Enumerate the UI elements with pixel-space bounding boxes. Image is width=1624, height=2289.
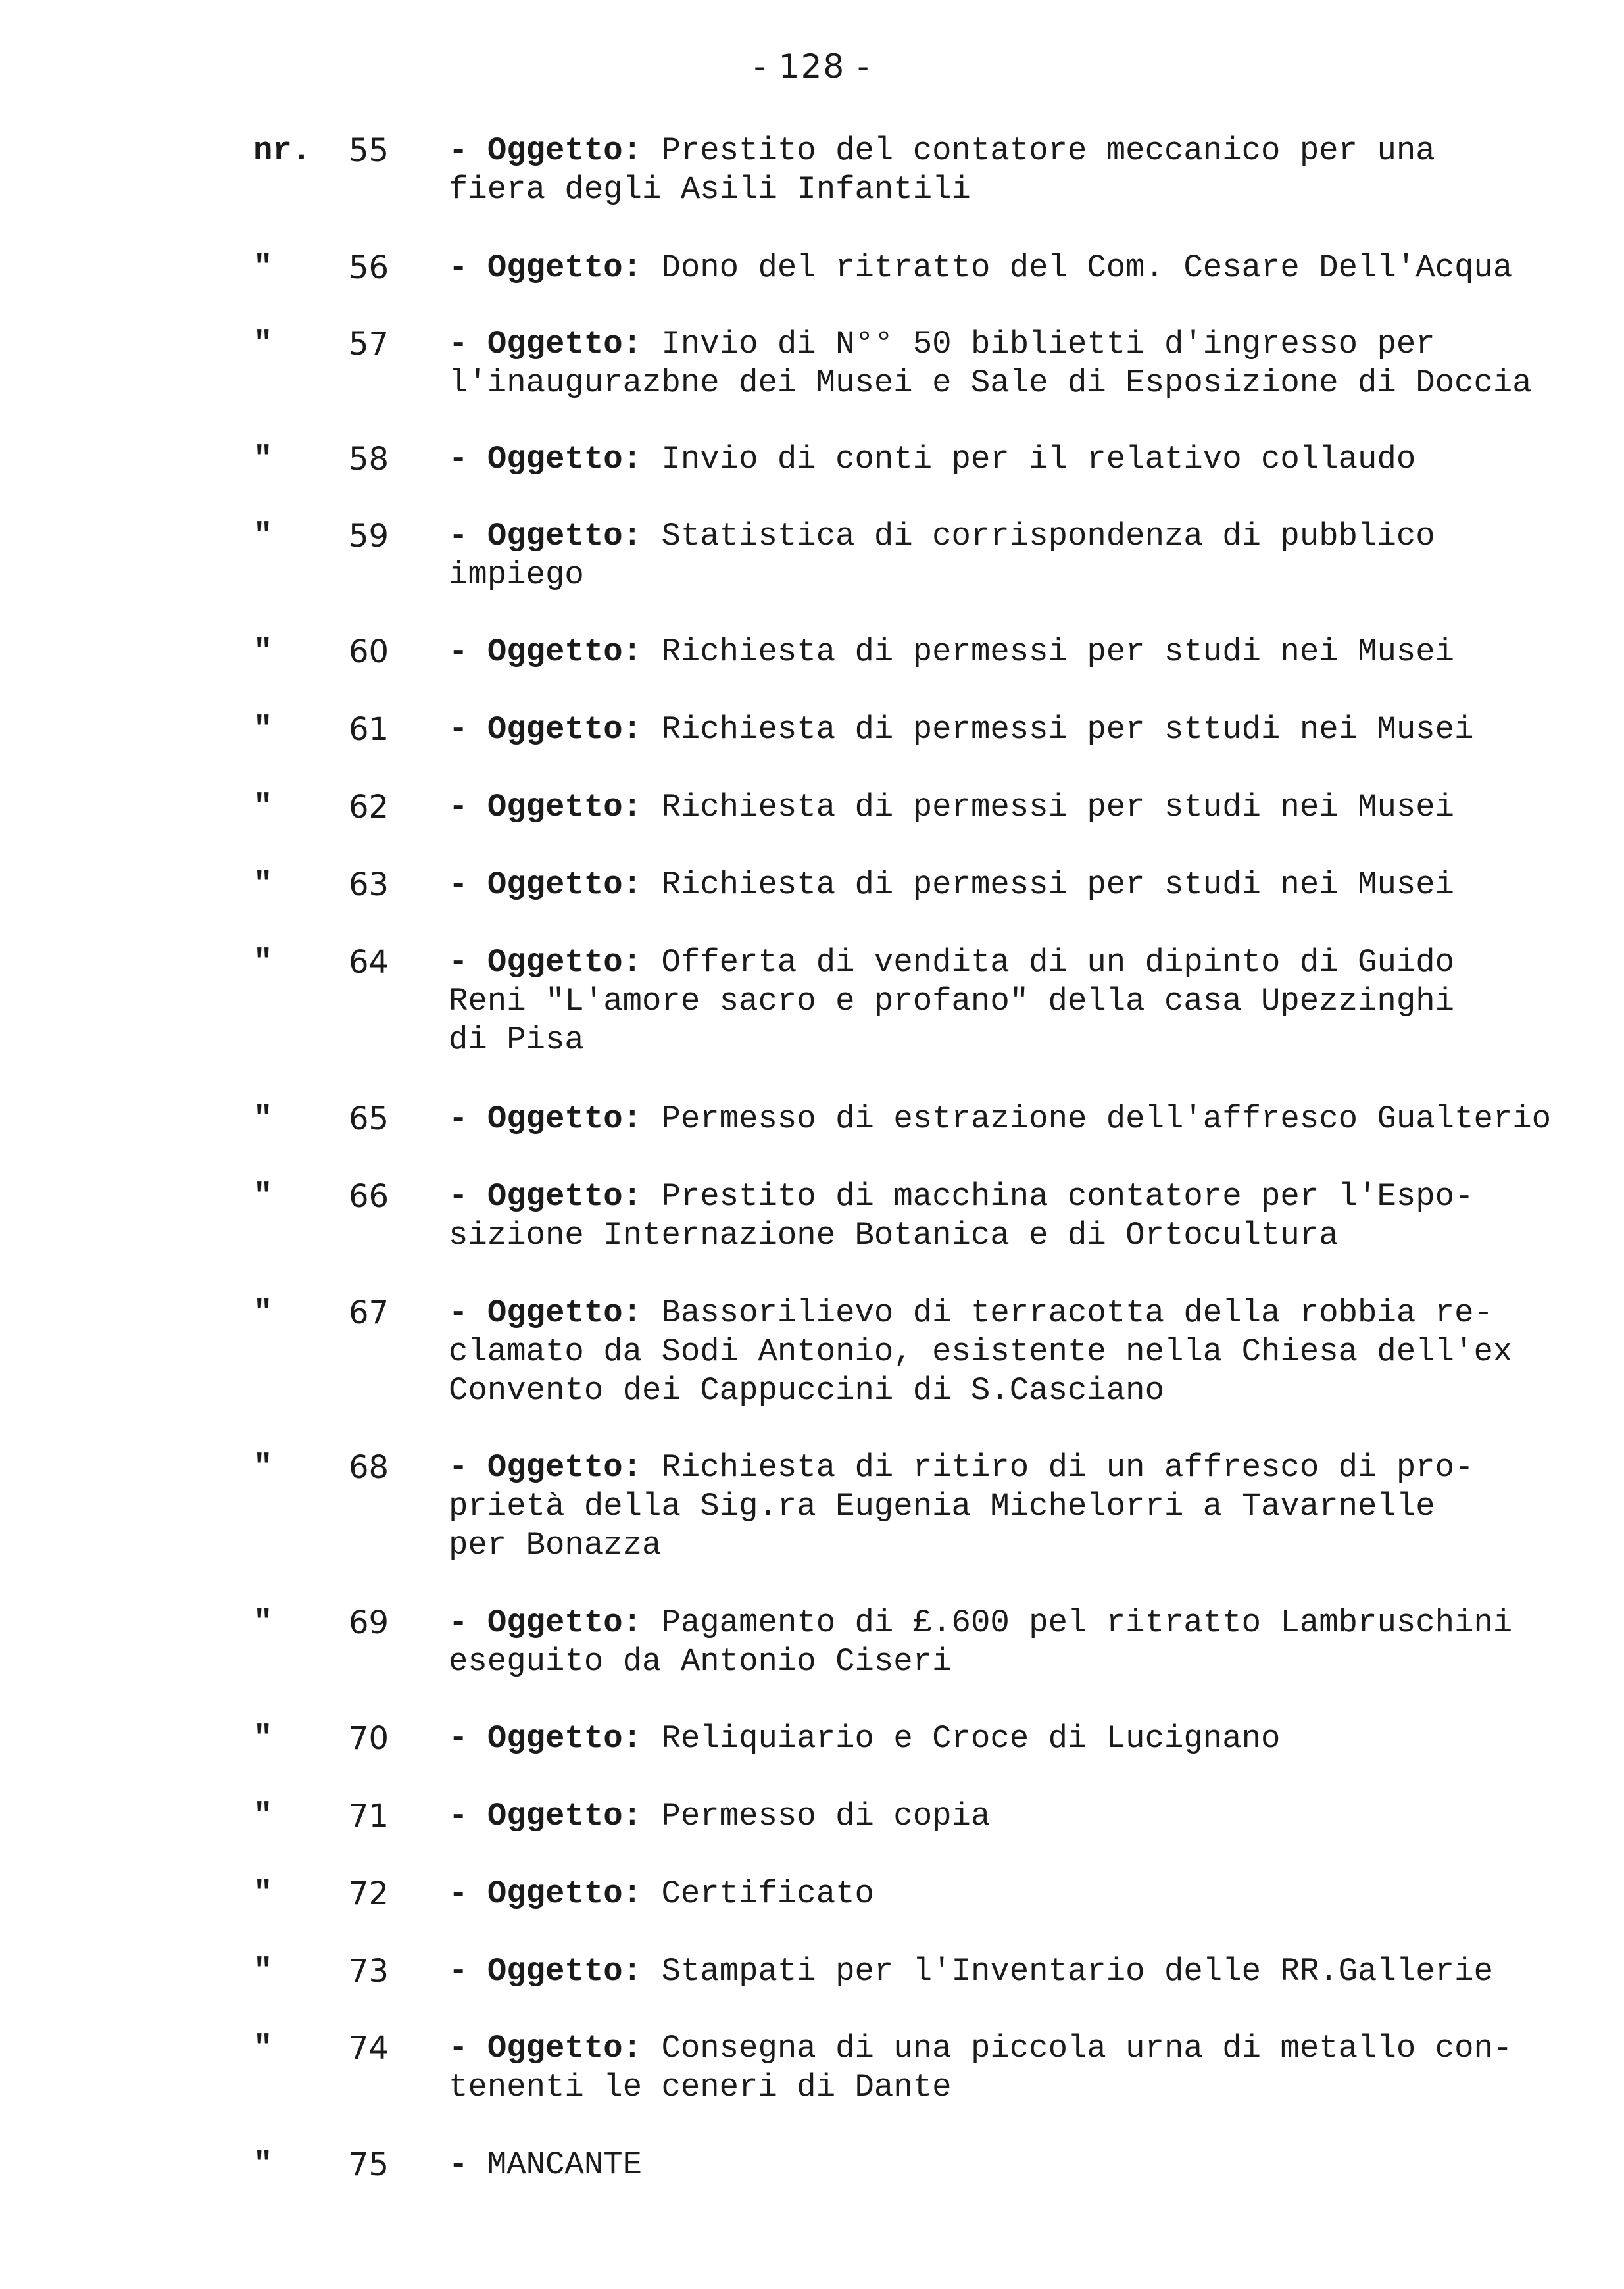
entry-line [449,1642,1593,1681]
entry-line-text: Statistica di corrispondenza di pubblico [661,518,1435,554]
entry-dash: - [449,2030,487,2067]
entry-label: Oggetto: [487,1294,662,1331]
entry-prefix: " [253,1798,273,1834]
entry-line-text: clamato da Sodi Antonio, esistente nella Chiesa dell'ex [449,1333,1513,1370]
entry-line-text: sizione Internazione Botanica e di Ortocultura [449,1217,1339,1254]
entry-text [449,1719,1593,1758]
entry-text [449,132,1593,209]
entry-label: Oggetto: [487,944,662,981]
entry-prefix: " [253,944,273,981]
entry-prefix: " [253,1178,273,1215]
entry-dash: - [449,2146,487,2183]
entry-text [449,1448,1593,1565]
entry-line-text: Stampati per l'Inventario delle RR.Gallerie [661,1953,1493,1990]
entry-line [449,517,1593,556]
entry-line [449,710,1593,749]
entry-number: 70 [349,1720,389,1757]
entry-dash: - [449,1798,487,1834]
entry-line-text: per Bonazza [449,1527,662,1563]
entry-line [449,788,1593,827]
entry-line-text: l'inaugurazbne dei Musei e Sale di Esposizione di Doccia [449,364,1532,401]
entry-line [449,2029,1593,2068]
entry-text [449,710,1593,749]
entry-label: Oggetto: [487,441,662,478]
entry-line [449,132,1593,170]
entry-line [449,325,1593,364]
entry-label: Oggetto: [487,1953,662,1990]
entry-prefix: " [253,2146,273,2183]
entry-line [449,866,1593,904]
entry-number: 73 [349,1953,389,1990]
entry-prefix: " [253,518,273,554]
entry-prefix: " [253,1449,273,1486]
entry-dash: - [449,711,487,748]
entry-line-text: Convento dei Cappuccini di S.Casciano [449,1372,1164,1409]
entry-dash: - [449,441,487,478]
entry-dash: - [449,1100,487,1137]
entry-line-text: Richiesta di ritiro di un affresco di pro- [661,1449,1474,1486]
entry-line [449,1797,1593,1836]
entry-line [449,982,1593,1021]
entry-label: Oggetto: [487,518,662,554]
entry-number: 61 [349,711,389,748]
entry-text [449,1100,1593,1139]
entry-number: 63 [349,866,389,903]
entry-line [449,943,1593,982]
entry-text [449,1177,1593,1255]
entry-dash: - [449,1875,487,1912]
entry-line-text: tenenti le ceneri di Dante [449,2069,952,2105]
entry-text [449,440,1593,479]
entry-label: Oggetto: [487,789,662,825]
entry-label: Oggetto: [487,2030,662,2067]
entry-dash: - [449,633,487,670]
entry-line-text: Pagamento di £.600 pel ritratto Lambruschini [661,1604,1513,1641]
entry-dash: - [449,789,487,825]
entry-prefix: " [253,1604,273,1641]
entry-line [449,1021,1593,1060]
entry-line-text: Certificato [661,1875,874,1912]
entry-number: 60 [349,633,389,670]
entry-prefix: " [253,633,273,670]
entry-number: 65 [349,1100,389,1137]
entry-line [449,1371,1593,1410]
entry-number: 75 [349,2146,389,2183]
entry-label: Oggetto: [487,633,662,670]
entry-text [449,2029,1593,2107]
entry-label: Oggetto: [487,1798,662,1834]
entry-text [449,517,1593,595]
entry-dash: - [449,1604,487,1641]
entry-prefix: " [253,1720,273,1757]
entry-prefix: " [253,711,273,748]
entry-text [449,943,1593,1060]
entry-label: Oggetto: [487,132,662,169]
entry-label: Oggetto: [487,326,662,362]
entry-line [449,364,1593,403]
entry-prefix: " [253,326,273,362]
entry-number: 71 [349,1798,389,1834]
entry-prefix: " [253,789,273,825]
entry-dash: - [449,1294,487,1331]
entry-prefix: " [253,866,273,903]
entry-text [449,633,1593,672]
entry-number: 74 [349,2030,389,2067]
entry-text [449,1294,1593,1410]
entry-line-text: Reni "L'amore sacro e profano" della casa Upezzinghi [449,983,1455,1020]
entry-line [449,2068,1593,2107]
entry-line-text: prietà della Sig.ra Eugenia Michelorri a Tavarnelle [449,1488,1435,1525]
entry-label: Oggetto: [487,711,662,748]
entry-number: 67 [349,1294,389,1331]
entry-label: Oggetto: [487,1875,662,1912]
entry-dash: - [449,1178,487,1215]
entry-label: Oggetto: [487,1100,662,1137]
entry-prefix: " [253,249,273,286]
entry-line [449,1177,1593,1216]
entry-line-text: Richiesta di permessi per studi nei Musei [661,866,1455,903]
entry-label: Oggetto: [487,1178,662,1215]
entry-number: 62 [349,789,389,825]
entry-dash: - [449,249,487,286]
entry-prefix: " [253,2030,273,2067]
entry-line-text: Offerta di vendita di un dipinto di Guido [661,944,1455,981]
entry-line-text: Invio di conti per il relativo collaudo [661,441,1416,478]
entry-prefix: " [253,441,273,478]
entry-label: Oggetto: [487,1720,662,1757]
entry-number: 56 [349,249,389,286]
entry-text [449,1875,1593,1913]
entry-line-text: Prestito di macchina contatore per l'Espo- [661,1178,1474,1215]
entry-line-text: di Pisa [449,1021,584,1058]
entry-line-text: Permesso di estrazione dell'affresco Gualterio [661,1100,1552,1137]
entry-line-text: eseguito da Antonio Ciseri [449,1643,952,1680]
entry-line [449,1448,1593,1487]
entry-line [449,2146,1593,2184]
entry-line-text: Prestito del contatore meccanico per una [661,132,1435,169]
entry-dash: - [449,944,487,981]
entry-dash: - [449,132,487,169]
entry-line [449,1526,1593,1565]
entry-dash: - [449,1449,487,1486]
entry-label: Oggetto: [487,1604,662,1641]
entry-number: 58 [349,441,389,478]
entry-number: 72 [349,1875,389,1912]
entry-line [449,440,1593,479]
entry-prefix: " [253,1100,273,1137]
entry-number: 66 [349,1178,389,1215]
entry-line [449,1952,1593,1991]
entry-line [449,1719,1593,1758]
entry-line-text: Bassorilievo di terracotta della robbia re- [661,1294,1493,1331]
entry-line-text: Reliquiario e Croce di Lucignano [661,1720,1281,1757]
entry-line [449,1216,1593,1255]
entry-line [449,1333,1593,1371]
entry-line [449,556,1593,595]
entry-number: 59 [349,518,389,554]
entry-line [449,1100,1593,1139]
entry-label: Oggetto: [487,1449,662,1486]
entry-text [449,2146,1593,2184]
entry-text [449,866,1593,904]
entry-line [449,170,1593,209]
entry-number: 69 [349,1604,389,1641]
entry-line-text: Consegna di una piccola urna di metallo con- [661,2030,1513,2067]
entry-line [449,1294,1593,1333]
entry-text [449,325,1593,403]
entry-dash: - [449,518,487,554]
entry-line-text: Richiesta di permessi per studi nei Musei [661,633,1455,670]
entry-prefix: " [253,1875,273,1912]
entry-line-text: Richiesta di permessi per sttudi nei Musei [661,711,1474,748]
entry-line-text: fiera degli Asili Infantili [449,171,971,208]
entry-line [449,1487,1593,1526]
entry-line-text: Permesso di copia [661,1798,991,1834]
entry-text [449,1952,1593,1991]
entry-text [449,788,1593,827]
entry-line-text: MANCANTE [487,2146,643,2183]
entry-prefix: " [253,1294,273,1331]
entry-label: Oggetto: [487,249,662,286]
entry-prefix: " [253,1953,273,1990]
entry-dash: - [449,326,487,362]
entry-line [449,633,1593,672]
entry-prefix: nr. [253,132,312,169]
entry-dash: - [449,1720,487,1757]
entry-dash: - [449,866,487,903]
entry-text [449,249,1593,287]
entry-line-text: Richiesta di permessi per studi nei Musei [661,789,1455,825]
entry-line-text: impiego [449,556,584,593]
entry-dash: - [449,1953,487,1990]
entry-number: 57 [349,326,389,362]
entry-line-text: Dono del ritratto del Com. Cesare Dell'Acqua [661,249,1513,286]
entry-number: 55 [349,132,389,169]
entry-line [449,1875,1593,1913]
entry-number: 68 [349,1449,389,1486]
entry-line [449,1604,1593,1642]
entry-text [449,1797,1593,1836]
entry-line [449,249,1593,287]
entry-text [449,1604,1593,1681]
page-number: - 128 - [753,47,871,86]
entry-number: 64 [349,944,389,981]
entry-label: Oggetto: [487,866,662,903]
entry-line-text: Invio di N°° 50 biblietti d'ingresso per [661,326,1435,362]
